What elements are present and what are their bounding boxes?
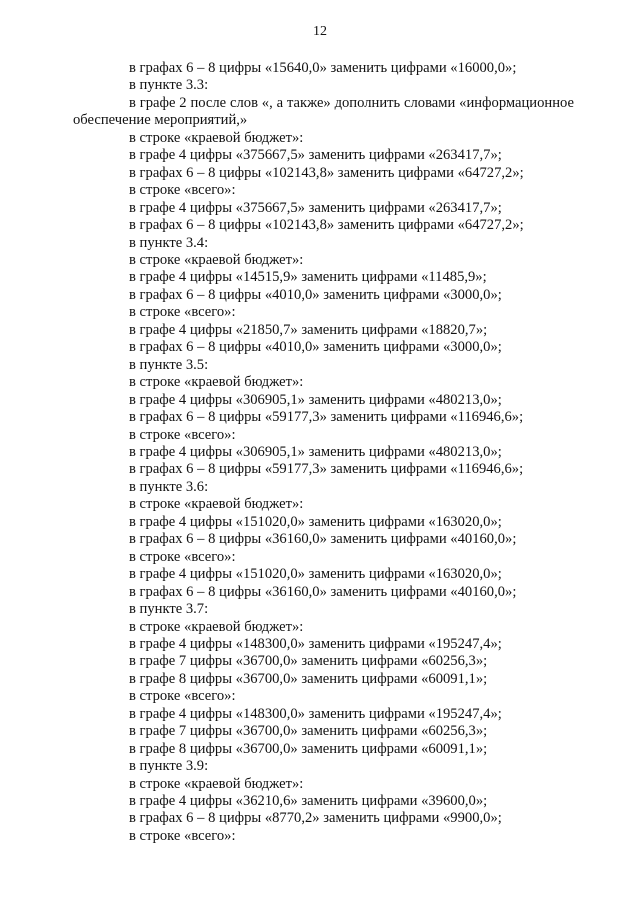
- text-line: в пункте 3.9:: [129, 758, 209, 775]
- text-line: в графах 6 – 8 цифры «59177,3» заменить цифрами «116946,6»;: [129, 409, 524, 426]
- text-line: в пункте 3.7:: [129, 601, 209, 618]
- text-line: в строке «краевой бюджет»:: [129, 618, 304, 635]
- text-line: в строке «краевой бюджет»:: [129, 129, 304, 146]
- text-line: в строке «всего»:: [129, 304, 236, 321]
- text-line: в графе 8 цифры «36700,0» заменить цифрами «60091,1»;: [129, 670, 488, 687]
- page-number: 12: [313, 24, 327, 39]
- text-line: в графе 4 цифры «151020,0» заменить цифрами «163020,0»;: [129, 513, 502, 530]
- text-line: в графе 8 цифры «36700,0» заменить цифрами «60091,1»;: [129, 740, 488, 757]
- text-line: обеспечение мероприятий,»: [73, 112, 248, 129]
- text-line: в графе 4 цифры «375667,5» заменить цифрами «263417,7»;: [129, 199, 502, 216]
- text-line: в графе 7 цифры «36700,0» заменить цифрами «60256,3»;: [129, 653, 488, 670]
- text-line: в графах 6 – 8 цифры «36160,0» заменить цифрами «40160,0»;: [129, 583, 517, 600]
- text-line: в строке «всего»:: [129, 426, 236, 443]
- text-line: в графе 4 цифры «148300,0» заменить цифрами «195247,4»;: [129, 705, 502, 722]
- text-line: в графах 6 – 8 цифры «102143,8» заменить цифрами «64727,2»;: [129, 164, 524, 181]
- text-line: в графе 4 цифры «151020,0» заменить цифрами «163020,0»;: [129, 566, 502, 583]
- text-line: в строке «краевой бюджет»:: [129, 251, 304, 268]
- text-line: в строке «краевой бюджет»:: [129, 496, 304, 513]
- text-line: в пункте 3.3:: [129, 77, 209, 94]
- text-line: в строке «всего»:: [129, 688, 236, 705]
- text-line: в графах 6 – 8 цифры «4010,0» заменить цифрами «3000,0»;: [129, 286, 502, 303]
- text-line: в графах 6 – 8 цифры «15640,0» заменить цифрами «16000,0»;: [129, 60, 517, 76]
- text-line: в строке «всего»:: [129, 827, 236, 844]
- text-line: в строке «краевой бюджет»:: [129, 775, 304, 792]
- text-line: в графе 4 цифры «306905,1» заменить цифрами «480213,0»;: [129, 391, 502, 408]
- text-line: в графе 4 цифры «21850,7» заменить цифрами «18820,7»;: [129, 321, 488, 338]
- text-line: в графе 4 цифры «14515,9» заменить цифрами «11485,9»;: [129, 269, 487, 286]
- text-line: в пункте 3.5:: [129, 356, 209, 373]
- text-line: в графе 4 цифры «306905,1» заменить цифрами «480213,0»;: [129, 443, 502, 460]
- text-line: в графе 7 цифры «36700,0» заменить цифрами «60256,3»;: [129, 723, 488, 740]
- text-line: в графах 6 – 8 цифры «102143,8» заменить цифрами «64727,2»;: [129, 217, 524, 234]
- text-line: в строке «краевой бюджет»:: [129, 374, 304, 391]
- text-line: в графах 6 – 8 цифры «8770,2» заменить цифрами «9900,0»;: [129, 810, 502, 827]
- text-line: в графе 4 цифры «36210,6» заменить цифрами «39600,0»;: [129, 793, 488, 810]
- text-line: в пункте 3.6:: [129, 478, 209, 495]
- text-line: в графах 6 – 8 цифры «36160,0» заменить цифрами «40160,0»;: [129, 531, 517, 548]
- text-line: в пункте 3.4:: [129, 234, 209, 251]
- document-body: [73, 60, 574, 845]
- text-line: в строке «всего»:: [129, 548, 236, 565]
- text-line: в графах 6 – 8 цифры «4010,0» заменить цифрами «3000,0»;: [129, 339, 502, 356]
- text-line: в графе 4 цифры «148300,0» заменить цифрами «195247,4»;: [129, 635, 502, 652]
- text-line: в графе 2 после слов «, а также» дополнить словами «информационное: [129, 94, 574, 111]
- text-line: в строке «всего»:: [129, 182, 236, 199]
- text-line: в графах 6 – 8 цифры «59177,3» заменить цифрами «116946,6»;: [129, 461, 524, 478]
- text-line: в графе 4 цифры «375667,5» заменить цифрами «263417,7»;: [129, 147, 502, 164]
